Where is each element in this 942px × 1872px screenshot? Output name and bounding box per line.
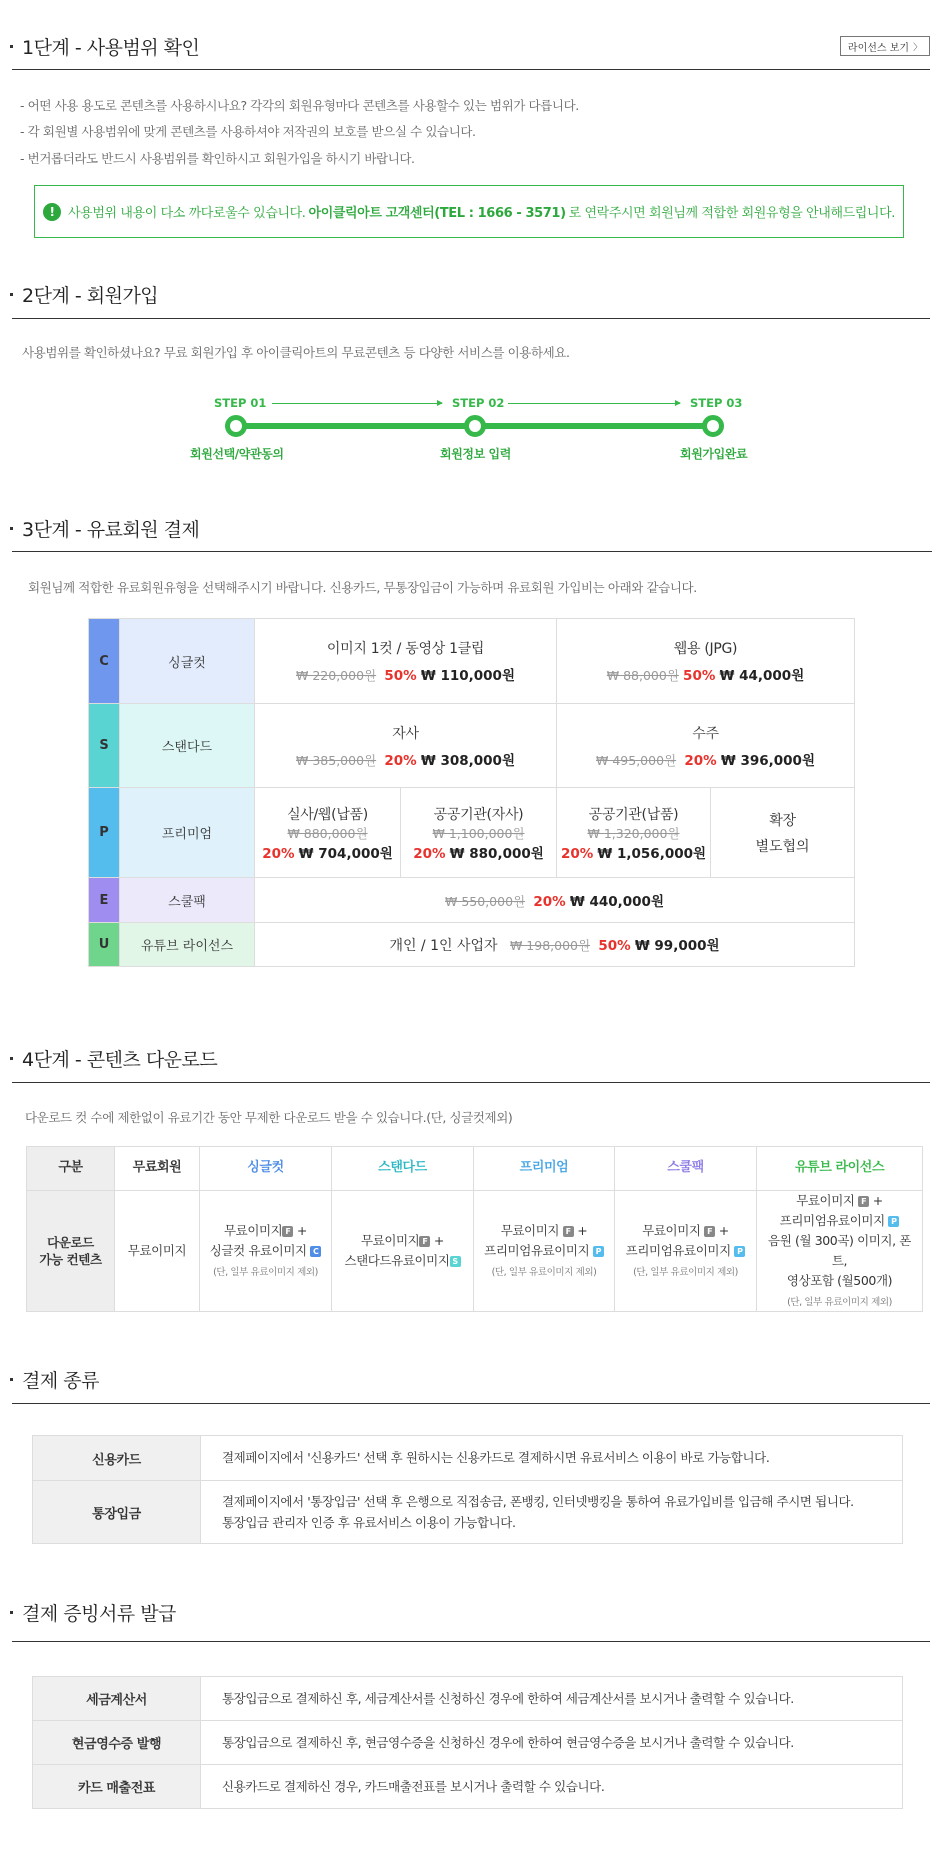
payment-label: 신용카드 <box>33 1436 201 1481</box>
section-title-receipt: 결제 증빙서류 발급 <box>10 1599 176 1626</box>
plan-badge: E <box>89 878 120 923</box>
premium-tag-icon: P <box>888 1216 899 1227</box>
plan-name: 싱글컷 <box>120 619 255 704</box>
customer-center-info: 아이클릭아트 고객센터(TEL : 1666 - 3571) <box>308 206 566 221</box>
receipt-text: 통장입금으로 결제하신 후, 세금계산서를 신청하신 경우에 한하여 세금계산서를 보시거나 출력할 수 있습니다. <box>201 1677 903 1721</box>
receipt-row <box>33 1765 903 1809</box>
plan-name: 프리미엄 <box>120 788 255 878</box>
step2-desc: 사용범위를 확인하셨나요? 무료 회원가입 후 아이클릭아트의 무료콘텐츠 등 다양한 서비스를 이용하세요. <box>22 345 570 360</box>
single-tag-icon: C <box>310 1246 321 1257</box>
price-table <box>88 618 855 967</box>
col-header-premium: 프리미엄 <box>474 1147 615 1191</box>
col-header-school: 스쿨팩 <box>615 1147 757 1191</box>
price-option[interactable]: 개인 / 1인 사업자 ₩ 198,000원 50% ₩ 99,000원 <box>255 923 855 967</box>
row-label: 다운로드 가능 컨텐츠 <box>27 1191 115 1312</box>
license-view-button[interactable]: 라이선스 보기 〉 <box>840 36 930 56</box>
col-header-youtube: 유튜브 라이선스 <box>757 1147 923 1191</box>
cell-premium: 무료이미지 F + 프리미엄유료이미지 P (단, 일부 유료이미지 제외) <box>474 1191 615 1312</box>
section-divider <box>12 318 930 319</box>
download-header-row <box>27 1147 923 1191</box>
col-header-free: 무료회원 <box>115 1147 200 1191</box>
col-header-single: 싱글컷 <box>200 1147 332 1191</box>
cell-youtube: 무료이미지 F + 프리미엄유료이미지 P 음원 (월 300곡) 이미지, 폰트, 영상포함 (월500개) (단, 일부 유료이미지 제외) <box>757 1191 923 1312</box>
arrow-right-icon <box>272 403 442 404</box>
section-title-step1: 1단계 - 사용범위 확인 <box>10 33 199 60</box>
step-circle-2 <box>464 415 486 437</box>
chevron-right-icon: 〉 <box>913 42 923 53</box>
step-circle-1 <box>225 415 247 437</box>
step-label-1: STEP 01 <box>214 396 267 410</box>
free-tag-icon: F <box>563 1226 574 1237</box>
receipt-text: 통장입금으로 결제하신 후, 현금영수증을 신청하신 경우에 한하여 현금영수증을 보시거나 출력할 수 있습니다. <box>201 1721 903 1765</box>
step-circle-3 <box>702 415 724 437</box>
download-content-row <box>27 1191 923 1312</box>
plan-row-single <box>89 619 855 704</box>
price-option[interactable]: ₩ 550,000원 20% ₩ 440,000원 <box>255 878 855 923</box>
plan-name: 스쿨팩 <box>120 878 255 923</box>
section-divider <box>12 1082 930 1083</box>
step-label-2: STEP 02 <box>452 396 505 410</box>
payment-label: 통장입금 <box>33 1481 201 1544</box>
receipt-row <box>33 1677 903 1721</box>
price-option[interactable]: 자사 ₩ 385,000원 20% ₩ 308,000원 <box>255 704 557 788</box>
section-title-step4: 4단계 - 콘텐츠 다운로드 <box>10 1045 217 1072</box>
plan-row-school <box>89 878 855 923</box>
section-divider <box>12 1641 930 1642</box>
download-table <box>26 1146 923 1312</box>
cell-school: 무료이미지 F + 프리미엄유료이미지 P (단, 일부 유료이미지 제외) <box>615 1191 757 1312</box>
plan-name: 유튜브 라이선스 <box>120 923 255 967</box>
plan-name: 스탠다드 <box>120 704 255 788</box>
col-header-standard: 스탠다드 <box>332 1147 474 1191</box>
price-option[interactable]: 공공기관(납품) ₩ 1,320,000원 20% ₩ 1,056,000원 <box>557 788 711 878</box>
usage-line-2: - 각 회원별 사용범위에 맞게 콘텐츠를 사용하셔야 저작권의 보호를 받으실 수 있습니다. <box>20 124 476 139</box>
section-title-step2: 2단계 - 회원가입 <box>10 281 158 308</box>
cell-single: 무료이미지 F + 싱글컷 유료이미지 C (단, 일부 유료이미지 제외) <box>200 1191 332 1312</box>
usage-line-3: - 번거롭더라도 반드시 사용범위를 확인하시고 회원가입을 하시기 바랍니다. <box>20 151 415 166</box>
section-title-step3: 3단계 - 유료회원 결제 <box>10 515 199 542</box>
free-tag-icon: F <box>419 1236 430 1247</box>
cell-standard: 무료이미지 F + 스탠다드유료이미지 S <box>332 1191 474 1312</box>
step4-desc: 다운로드 컷 수에 제한없이 유료기간 동안 무제한 다운로드 받을 수 있습니다.(단, 싱글컷제외) <box>25 1110 513 1125</box>
payment-row <box>33 1481 903 1544</box>
plan-badge: P <box>89 788 120 878</box>
cell-free: 무료이미지 <box>115 1191 200 1312</box>
price-option[interactable]: 공공기관(자사) ₩ 1,100,000원 20% ₩ 880,000원 <box>401 788 557 878</box>
plan-badge: S <box>89 704 120 788</box>
payment-text: 결제페이지에서 '신용카드' 선택 후 원하시는 신용카드로 결제하시면 유료서비스 이용이 바로 가능합니다. <box>201 1436 903 1481</box>
col-header-category: 구분 <box>27 1147 115 1191</box>
section-title-payment: 결제 종류 <box>10 1366 99 1393</box>
step-label-3: STEP 03 <box>690 396 743 410</box>
free-tag-icon: F <box>858 1196 869 1207</box>
free-tag-icon: F <box>704 1226 715 1237</box>
step-name-2: 회원정보 입력 <box>440 447 511 461</box>
step-name-3: 회원가입완료 <box>680 447 748 461</box>
plan-row-premium <box>89 788 855 878</box>
payment-text: 결제페이지에서 '통장입금' 선택 후 은행으로 직접송금, 폰뱅킹, 인터넷뱅킹을 통하여 유료가입비를 입금해 주시면 됩니다. 통장입금 관리자 인증 후 유료서비스 이용이 가능합니다. <box>201 1481 903 1544</box>
price-option[interactable]: 이미지 1컷 / 동영상 1클립 ₩ 220,000원 50% ₩ 110,000원 <box>255 619 557 704</box>
payment-table <box>32 1435 903 1544</box>
plan-row-youtube <box>89 923 855 967</box>
step-name-1: 회원선택/약관동의 <box>190 447 284 461</box>
payment-row <box>33 1436 903 1481</box>
standard-tag-icon: S <box>450 1256 461 1267</box>
exclamation-icon: ! <box>43 203 61 221</box>
receipt-row <box>33 1721 903 1765</box>
free-tag-icon: F <box>282 1226 293 1237</box>
section-divider <box>12 1403 930 1404</box>
premium-tag-icon: P <box>593 1246 604 1257</box>
plan-badge: C <box>89 619 120 704</box>
receipt-label: 현금영수증 발행 <box>33 1721 201 1765</box>
section-divider <box>12 551 932 552</box>
price-option[interactable]: 수주 ₩ 495,000원 20% ₩ 396,000원 <box>557 704 855 788</box>
price-option[interactable]: 실사/웹(납품) ₩ 880,000원 20% ₩ 704,000원 <box>255 788 401 878</box>
receipt-label: 세금계산서 <box>33 1677 201 1721</box>
section-divider <box>12 69 930 70</box>
receipt-label: 카드 매출전표 <box>33 1765 201 1809</box>
plan-badge: U <box>89 923 120 967</box>
arrow-right-icon <box>508 403 680 404</box>
price-option[interactable]: 확장 별도협의 <box>711 788 855 878</box>
usage-line-1: - 어떤 사용 용도로 콘텐츠를 사용하시나요? 각각의 회원유형마다 콘텐츠를 사용할수 있는 범위가 다릅니다. <box>20 98 579 113</box>
notice-box: ! 사용범위 내용이 다소 까다로울수 있습니다. 아이클릭아트 고객센터(TEL : 1666 - 3571) 로 연락주시면 회원님께 적합한 회원유형을 안내해드립니다. <box>34 185 904 238</box>
receipt-table <box>32 1676 903 1809</box>
premium-tag-icon: P <box>734 1246 745 1257</box>
receipt-text: 신용카드로 결제하신 경우, 카드매출전표를 보시거나 출력할 수 있습니다. <box>201 1765 903 1809</box>
price-option[interactable]: 웹용 (JPG) ₩ 88,000원 50% ₩ 44,000원 <box>557 619 855 704</box>
step3-desc: 회원님께 적합한 유료회원유형을 선택해주시기 바랍니다. 신용카드, 무통장입금이 가능하며 유료회원 가입비는 아래와 같습니다. <box>28 580 697 595</box>
plan-row-standard <box>89 704 855 788</box>
